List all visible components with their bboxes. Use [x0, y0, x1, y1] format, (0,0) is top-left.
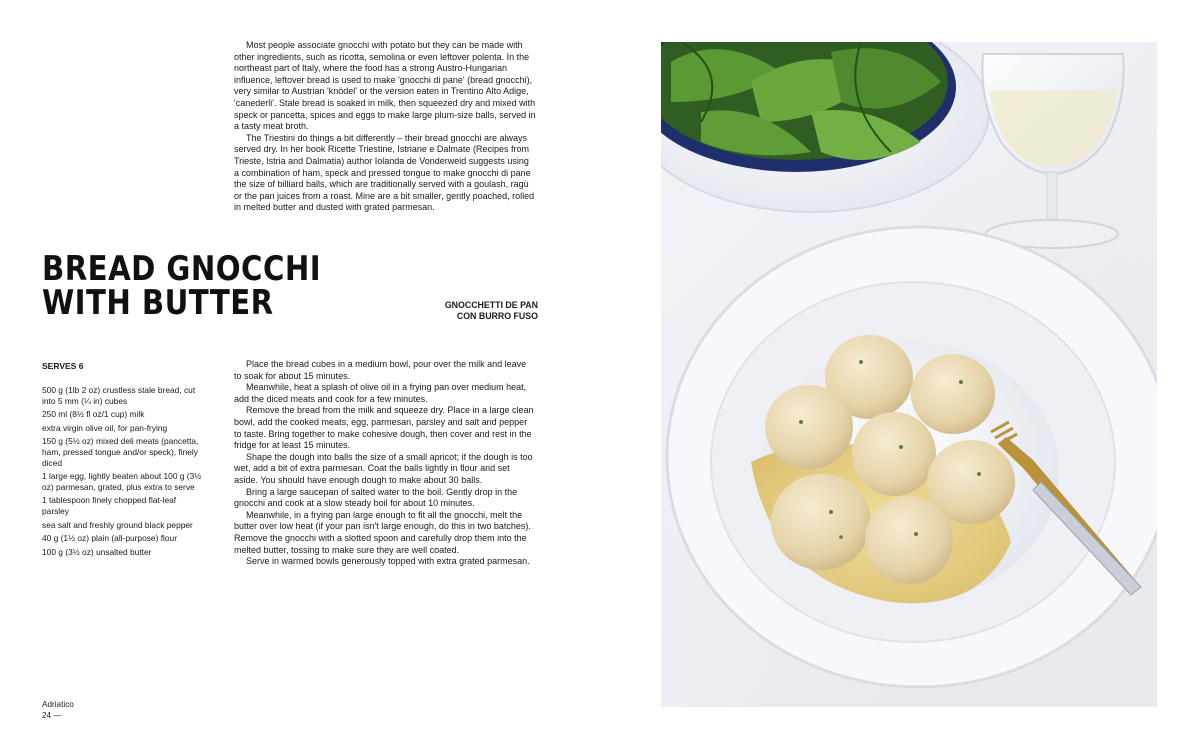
ingredient-item: sea salt and freshly ground black pepper	[42, 519, 193, 530]
method-step: Remove the bread from the milk and squeeze dry. Place in a large clean bowl, add the cooked meats, egg, parmesan, parsley and salt and pepper to taste. Bring together to make cohesive dough, then cover and rest in the fridge for at least 15 minutes.	[234, 405, 534, 451]
ingredient-item: 150 g (5½ oz) mixed deli meats (pancetta, ham, pressed tongue and/or speck), finely diced	[42, 436, 199, 468]
recipe-subtitle	[420, 300, 538, 322]
book-title: Adriatico	[42, 700, 74, 709]
wine-glass	[982, 54, 1123, 248]
ingredient-item: 1 large egg, lightly beaten about 100 g (3½ oz) parmesan, grated, plus extra to serve	[42, 471, 202, 492]
food-photo	[661, 42, 1157, 707]
recipe-title-line-2: WITH BUTTER	[42, 283, 274, 323]
method-text	[234, 359, 536, 568]
recipe-title	[42, 249, 322, 323]
page-footer	[42, 700, 74, 721]
ingredient-list	[42, 385, 202, 560]
method-step: Place the bread cubes in a medium bowl, pour over the milk and leave to soak for about 15 minutes.	[234, 359, 527, 381]
serves-label: SERVES 6	[42, 361, 84, 371]
intro-paragraph-1: Most people associate gnocchi with potato but they can be made with other ingredients, such as ricotta, semolina or even leftover polenta. In the northeast part of Italy, where the food has a strong Austro-Hungarian influence, leftover bread is used to make 'gnocchi di pane' (bread gnocchi), very similar to Austrian 'knödel' or the version eaten in Trentino Alto Adige, 'canederli'. Stale bread is soaked in milk, then squeezed dry and mixed with speck or pancetta, spices and eggs to make large plum-size balls, served in a tasty meat broth.	[234, 40, 536, 132]
intro-paragraph-2: The Triestini do things a bit differently – their bread gnocchi are always served dry. In her book Ricette Triestine, Istriane e Dalmate (Recipes from Trieste, Istria and Dalmatia) author Iolanda de Vonderweid suggests using a combination of ham, speck and pressed tongue to make gnocchi di pane the size of billiard balls, which are traditionally served with a goulash, ragù or the pan juices from a roast. Mine are a bit smaller, gently poached, rolled in melted butter and dusted with grated parmesan.	[234, 132, 535, 213]
recipe-subtitle-line-2: CON BURRO FUSO	[456, 311, 538, 321]
method-step: Bring a large saucepan of salted water to the boil. Gently drop in the gnocchi and cook at a slow steady boil for about 10 minutes.	[234, 486, 518, 509]
method-step: Meanwhile, in a frying pan large enough to fit all the gnocchi, melt the butter over low heat (if your pan isn't large enough, do this in two batches). Remove the gnocchi with a slotted spoon and carefully drop them into the melted butter, tossing to make sure they are well coated.	[234, 509, 531, 555]
right-page	[600, 0, 1200, 749]
ingredient-item: 1 tablespoon finely chopped flat-leaf parsley	[42, 495, 177, 516]
ingredient-item: 500 g (1lb 2 oz) crustless stale bread, cut into 5 mm (¼ in) cubes	[42, 385, 196, 406]
ingredient-item: extra virgin olive oil, for pan-frying	[42, 422, 168, 433]
salad-bowl	[661, 42, 989, 212]
method-step: Serve in warmed bowls generously topped with extra grated parmesan.	[246, 556, 530, 567]
ingredient-item: 100 g (3½ oz) unsalted butter	[42, 546, 152, 557]
photo-illustration	[661, 42, 1157, 707]
method-step: Shape the dough into balls the size of a small apricot; if the dough is too wet, add a bit of extra parmesan. Coat the balls lightly in flour and set aside. You should have enough dough to make about 30 balls.	[234, 451, 533, 485]
recipe-title-line-1: BREAD GNOCCHI	[42, 249, 322, 289]
ingredient-item: 250 ml (8½ fl oz/1 cup) milk	[42, 409, 145, 420]
recipe-subtitle-line-1: GNOCCHETTI DE PAN	[444, 300, 538, 310]
method-step: Meanwhile, heat a splash of olive oil in a frying pan over medium heat, add the diced meats and cook for a few minutes.	[234, 382, 527, 404]
page-number: 24 —	[42, 710, 62, 720]
ingredient-item: 40 g (1½ oz) plain (all-purpose) flour	[42, 533, 177, 544]
intro-text	[234, 40, 536, 214]
